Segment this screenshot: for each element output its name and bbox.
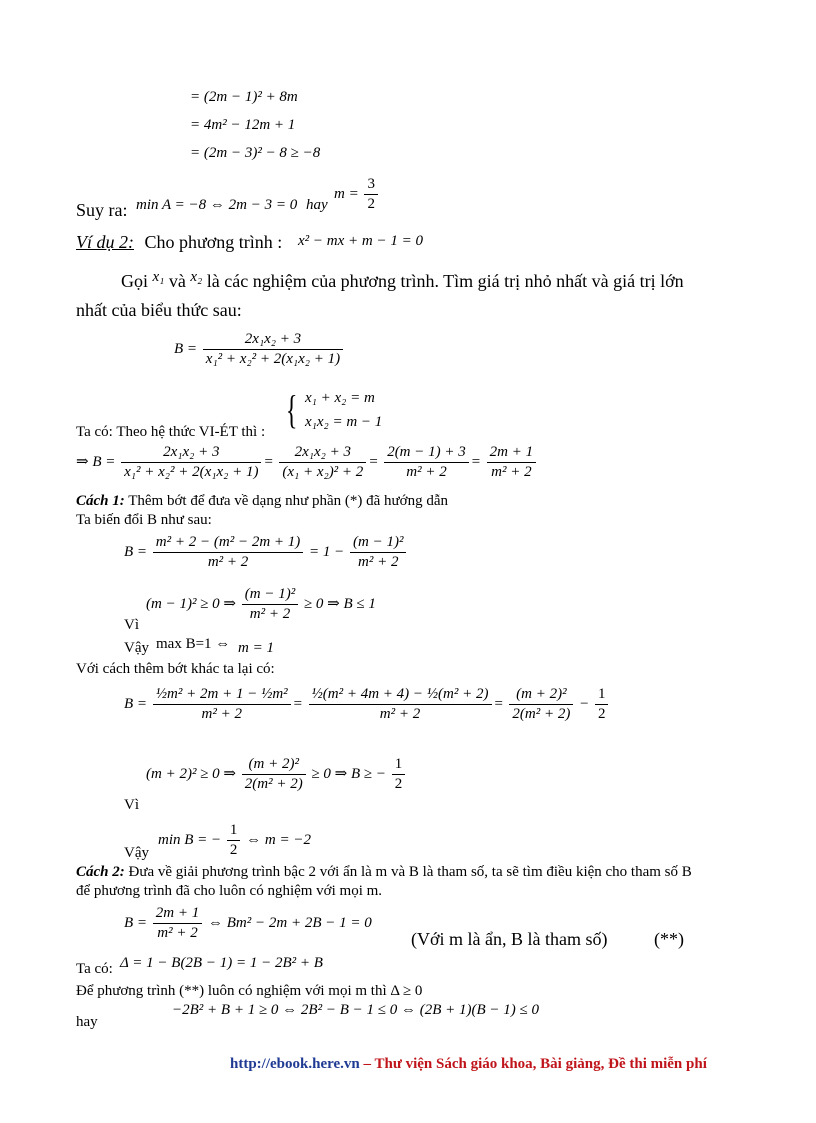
goi-word: Gọi	[121, 271, 148, 291]
method-1-reason-2	[146, 756, 407, 793]
fraction-denominator: 2(m² + 2)	[242, 774, 306, 793]
fraction-denominator: m² + 2	[350, 552, 406, 571]
vieta-sum: x₁ + x₂ = m	[304, 390, 375, 406]
three-halves-fraction	[364, 176, 378, 213]
min-b-start: min B = −	[158, 831, 222, 848]
fraction-denominator: x₁² + x₂² + 2(x₁x₂ + 1)	[121, 462, 261, 481]
max-b-statement: max B=1 ⇔	[156, 636, 231, 652]
b-lhs: B =	[124, 914, 148, 931]
method-2-text-2: để phương trình đã cho luôn có nghiệm với mọi m.	[76, 883, 383, 899]
method-1-fraction-2	[350, 534, 406, 571]
b-lhs: B =	[174, 340, 198, 357]
fraction-denominator: (x₁ + x₂)² + 2	[279, 462, 366, 481]
va-word: và	[168, 271, 186, 291]
vi-label-1: Vì	[124, 617, 139, 633]
fraction-numerator: (m + 2)²	[516, 686, 567, 702]
chain-fraction-3	[384, 444, 469, 481]
min-b-end: ⇔ m = −2	[246, 831, 311, 848]
problem-statement: là các nghiệm của phương trình. Tìm giá trị nhỏ nhất và giá trị lớn	[206, 271, 684, 291]
b-equation-chain: ⇒ B = $\frac{\text{2x₁x₂ + 3}}{\text{x₁² + x₂² + 2(x₁x₂ + 1)}}$ = $\frac{\text{2x₁x₂ + 3}}{\text{(x₁ + x₂)² + 2}}$ = $\frac{2(m - 1) + 3}{\text{m² + 2}}$ = $\frac{2m + 1}{\text{m² + 2}}$	[76, 444, 538, 481]
b-lhs: B =	[124, 695, 148, 712]
other-fraction-1	[153, 686, 291, 723]
footer-link[interactable]: http://ebook.here.vn	[230, 1056, 360, 1072]
fraction-numerator: m² + 2 − (m² − 2m + 1)	[155, 534, 301, 550]
final-inequality: −2B² + B + 1 ≥ 0 ⇔ 2B² − B − 1 ≤ 0 ⇔ (2B + 1)(B − 1) ≤ 0	[172, 1002, 540, 1018]
method-1-heading	[76, 493, 448, 510]
other-fraction-4	[595, 686, 609, 723]
fraction-numerator: 2x₁x₂ + 3	[163, 444, 220, 460]
derivation-line-3: = (2m − 3)² − 8 ≥ −8	[190, 145, 321, 161]
fraction-numerator: 2m + 1	[155, 905, 200, 921]
minus-sign: −	[579, 695, 590, 712]
vay-label-2: Vậy	[124, 845, 149, 861]
chain-fraction-1	[121, 444, 261, 481]
example-2-intro: Cho phương trình :	[144, 232, 283, 252]
vi-label-2: Vì	[124, 797, 139, 813]
fraction-denominator: 2	[595, 704, 609, 723]
example-2-title: Ví dụ 2:	[76, 232, 134, 252]
reason-2-fraction	[242, 756, 306, 793]
fraction-numerator: (m − 1)²	[244, 586, 296, 602]
vieta-label: Ta có: Theo hệ thức VI-ÉT thì :	[76, 424, 266, 440]
fraction-denominator: 2	[364, 194, 378, 213]
suy-ra-label: Suy ra:	[76, 200, 128, 220]
b-definition	[174, 331, 345, 368]
hay-word: hay	[306, 197, 328, 213]
vieta-product: x₁x₂ = m − 1	[304, 414, 383, 430]
chain-fraction-2	[279, 444, 366, 481]
hay-label: hay	[76, 1014, 98, 1030]
derivation-line-2: = 4m² − 12m + 1	[190, 117, 296, 133]
taco-label: Ta có:	[76, 961, 113, 977]
method-1-transform: Ta biến đổi B như sau:	[76, 512, 212, 528]
vieta-equations	[305, 386, 382, 434]
other-fraction-2	[309, 686, 492, 723]
chain-fraction-4	[487, 444, 536, 481]
method-1-title: Cách 1:	[76, 493, 125, 509]
method-2-fraction	[153, 905, 202, 942]
fraction-numerator: (m − 1)²	[353, 534, 404, 550]
method-2-b-equation	[124, 905, 372, 942]
min-b-statement	[158, 822, 311, 859]
equals-one-minus: = 1 −	[309, 543, 345, 560]
fraction-numerator: 3	[367, 176, 375, 192]
fraction-denominator: 2(m² + 2)	[509, 704, 573, 723]
method-2-note: (Với m là ẩn, B là tham số)	[411, 929, 608, 949]
fraction-denominator: m² + 2	[153, 704, 291, 723]
example-2-equation: x² − mx + m − 1 = 0	[298, 233, 423, 249]
fraction-numerator: ½(m² + 4m + 4) − ½(m² + 2)	[311, 686, 489, 702]
vay-label-1: Vậy	[124, 640, 149, 656]
fraction-denominator: m² + 2	[487, 462, 536, 481]
method-1-text: Thêm bớt để đưa về dạng như phần (*) đã hướng dẫn	[128, 493, 448, 509]
reason-expression-start: (m − 1)² ≥ 0 ⇒	[146, 595, 236, 612]
fraction-denominator: m² + 2	[242, 604, 298, 623]
reason-2-end: ≥ 0 ⇒ B ≥ −	[311, 765, 387, 782]
fraction-numerator: 1	[394, 756, 403, 772]
footer-dash: –	[359, 1056, 375, 1072]
fraction-denominator: m² + 2	[153, 923, 202, 942]
fraction-numerator: 2x₁x₂ + 3	[294, 444, 351, 460]
other-fraction-3	[509, 686, 573, 723]
footer-text: Thư viện Sách giáo khoa, Bài giảng, Đề thi miễn phí	[374, 1056, 707, 1072]
fraction-numerator: 2m + 1	[489, 444, 534, 460]
example-2-problem-line-2: nhất của biểu thức sau:	[76, 300, 242, 320]
method-1-reason	[146, 586, 376, 623]
x2-symbol: x₂	[190, 269, 203, 285]
x1-symbol: x₁	[152, 269, 165, 285]
fraction-denominator: m² + 2	[309, 704, 492, 723]
example-2-heading	[76, 232, 282, 253]
fraction-numerator: (m + 2)²	[248, 756, 299, 772]
method-1-fraction-1	[153, 534, 303, 571]
b-lhs: B =	[124, 543, 148, 560]
method-1-b-expression	[124, 534, 408, 571]
condition-text: Để phương trình (**) luôn có nghiệm với mọi m thì Δ ≥ 0	[76, 983, 423, 999]
footer	[230, 1055, 707, 1073]
suy-ra-expression: min A = −8 ⇔ 2m − 3 = 0	[136, 197, 298, 213]
fraction-numerator: 2x₁x₂ + 3	[244, 331, 302, 347]
fraction-numerator: 1	[597, 686, 606, 702]
max-b-m-value: m = 1	[238, 640, 274, 656]
method-2-title: Cách 2:	[76, 864, 125, 880]
other-method-text: Với cách thêm bớt khác ta lại có:	[76, 661, 275, 677]
left-brace: {	[285, 387, 298, 432]
fraction-numerator: 1	[229, 822, 238, 838]
min-b-half	[227, 822, 241, 859]
other-b-expression: B = $\frac{\text{½m² + 2m + 1 − ½m²}}{\text{m² + 2}}$ = $\frac{\text{½(m² + 4m + 4) − ½(m² + 2)}}{\text{m² + 2}}$ = $\frac{\text{(m + 2)²}}{\text{2(m² + 2)}}$ − $\frac{1}{2}$	[124, 686, 610, 723]
fraction-denominator: m² + 2	[153, 552, 303, 571]
reason-conclusion: ≥ 0 ⇒ B ≤ 1	[303, 595, 376, 612]
m-equals-label: m =	[334, 185, 359, 202]
fraction-denominator: x₁² + x₂² + 2(x₁x₂ + 1)	[203, 349, 343, 368]
vieta-system	[282, 386, 382, 434]
fraction-numerator: ½m² + 2m + 1 − ½m²	[155, 686, 288, 702]
quadratic-in-m: ⇔ Bm² − 2m + 2B − 1 = 0	[208, 914, 372, 931]
fraction-denominator: 2	[392, 774, 406, 793]
method-2-heading	[76, 864, 692, 881]
derivation-line-1: = (2m − 1)² + 8m	[190, 89, 298, 105]
discriminant: Δ = 1 − B(2B − 1) = 1 − 2B² + B	[120, 955, 323, 971]
m-equals-fraction	[334, 176, 380, 213]
implies-b: ⇒ B =	[76, 453, 116, 470]
fraction-denominator: m² + 2	[384, 462, 469, 481]
fraction-numerator: 2(m − 1) + 3	[387, 444, 466, 460]
fraction-denominator: 2	[227, 840, 241, 859]
reason-fraction	[242, 586, 298, 623]
equation-tag: (**)	[654, 929, 684, 949]
b-definition-fraction	[203, 331, 343, 368]
reason-2-start: (m + 2)² ≥ 0 ⇒	[146, 765, 236, 782]
example-2-problem-line-1	[121, 271, 684, 292]
method-2-text-1: Đưa về giải phương trình bậc 2 với ẩn là m và B là tham số, ta sẽ tìm điều kiện cho tham số B	[128, 864, 692, 880]
reason-2-half	[392, 756, 406, 793]
